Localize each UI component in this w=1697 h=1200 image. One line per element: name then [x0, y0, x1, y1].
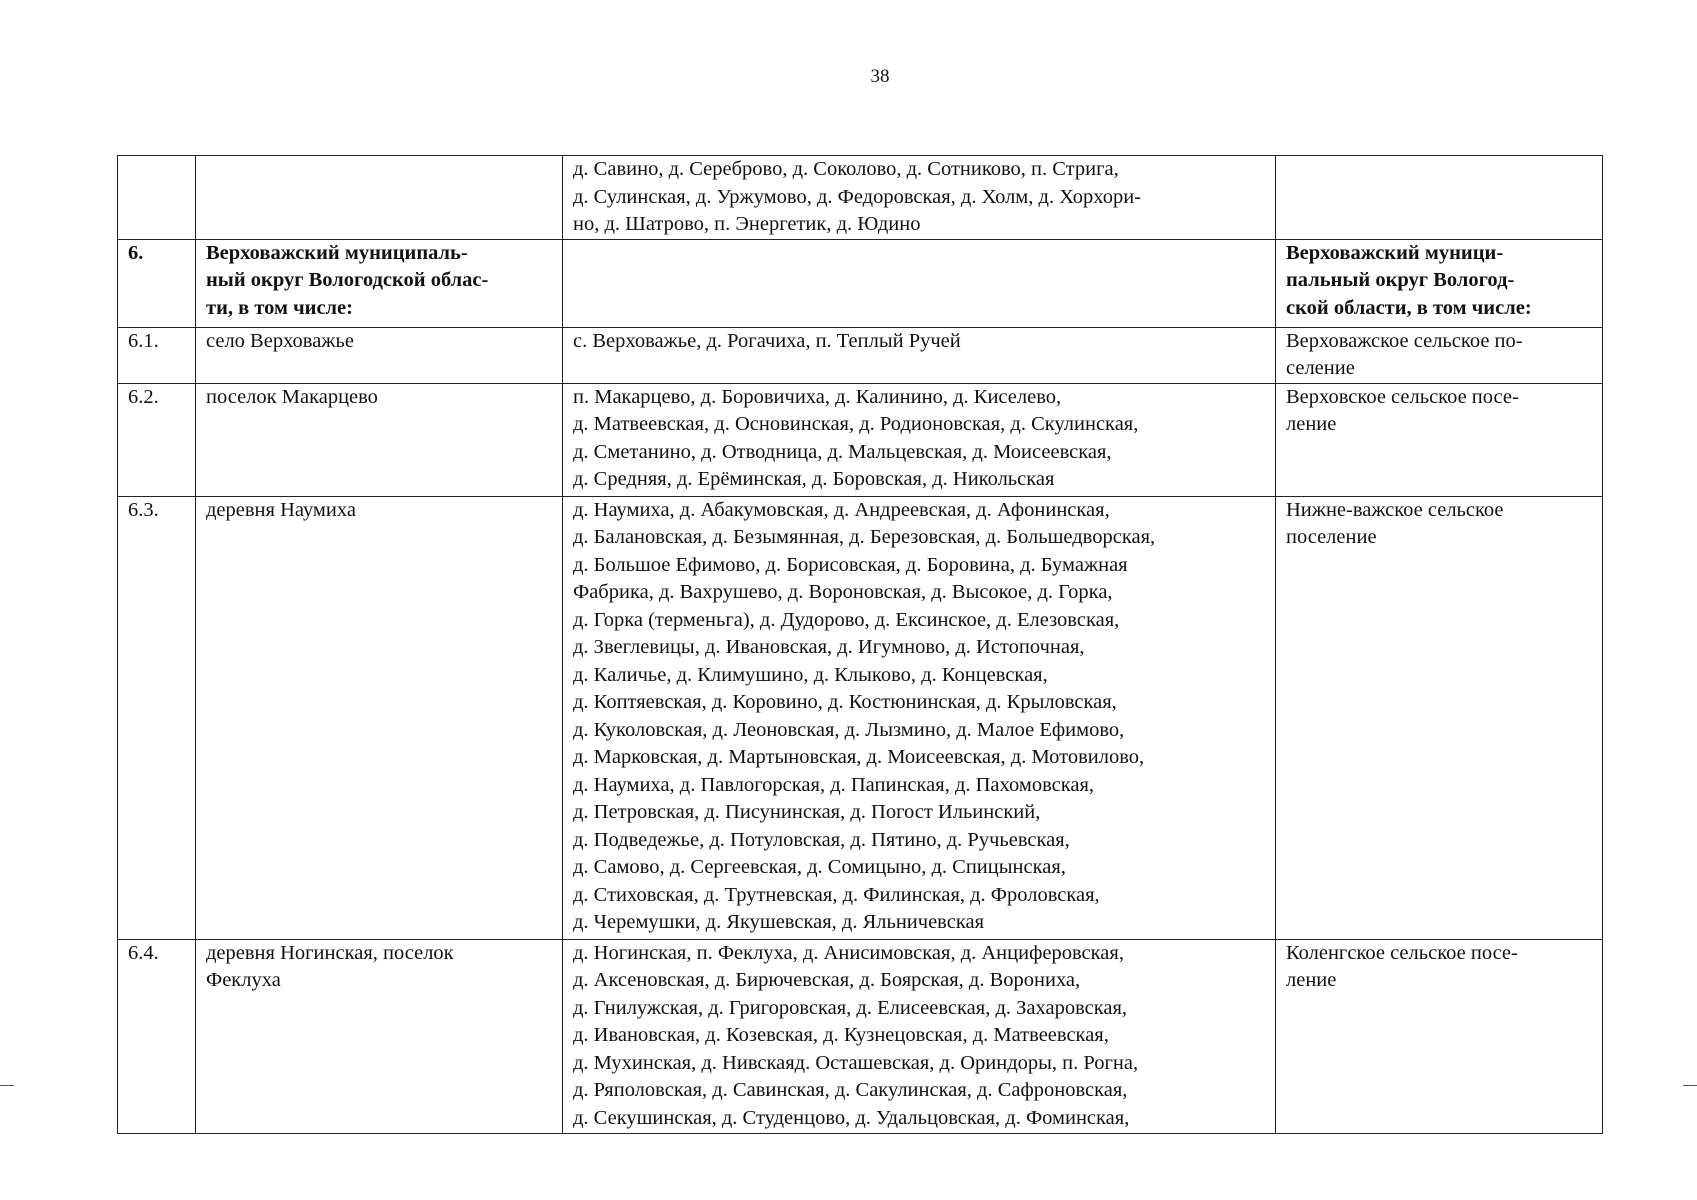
settlements-line: д. Коптяевская, д. Коровино, д. Костюнинская, д. Крыловская,	[573, 691, 1117, 713]
settlements-line: д. Матвеевская, д. Основинская, д. Родионовская, д. Скулинская,	[573, 413, 1139, 435]
table-row	[118, 496, 1603, 939]
municipality-name-line: ти, в том числе:	[206, 296, 353, 319]
settlements-table	[117, 155, 1603, 1134]
settlements-line: д. Секушинская, д. Студенцово, д. Удальцовская, д. Фоминская,	[573, 1106, 1130, 1129]
settlements-line: д. Мухинская, д. Нивскаяд. Осташевская, д. Ориндоры, п. Рогна,	[573, 1051, 1139, 1074]
table-row	[118, 383, 1603, 496]
settlements-line: д. Ногинская, п. Феклуха, д. Анисимовская, д. Анциферовская,	[573, 941, 1124, 964]
municipality-name-line: поселок Макарцево	[206, 385, 378, 408]
municipality-name-cell	[196, 156, 563, 240]
settlements-line: д. Стиховская, д. Трутневская, д. Филинская, д. Фроловская,	[573, 883, 1100, 906]
settlements-line: д. Балановская, д. Безымянная, д. Березовская, д. Большедворская,	[573, 526, 1156, 548]
former-settlement-line: Коленгское сельское посе-	[1286, 941, 1518, 964]
row-number-cell: 6.3.	[118, 496, 196, 939]
settlements-line: д. Каличье, д. Климушино, д. Клыково, д. Концевская,	[573, 663, 1048, 686]
settlements-line: д. Ивановская, д. Козевская, д. Кузнецовская, д. Матвеевская,	[573, 1024, 1109, 1046]
municipality-name-line: деревня Наумиха	[206, 498, 356, 521]
settlements-line: п. Макарцево, д. Боровичиха, д. Калинино, д. Киселево,	[573, 385, 1062, 408]
settlements-line: д. Гнилужская, д. Григоровская, д. Елисеевская, д. Захаровская,	[573, 996, 1128, 1019]
settlements-line: с. Верховажье, д. Рогачиха, п. Теплый Ручей	[573, 329, 961, 352]
municipality-name-line: деревня Ногинская, поселок	[206, 941, 454, 964]
settlements-line: д. Аксеновская, д. Бирючевская, д. Боярская, д. Ворониха,	[573, 969, 1081, 991]
settlements-cell	[563, 156, 1276, 240]
scan-artifact	[1683, 1085, 1697, 1086]
row-number-cell: 6.	[118, 239, 196, 327]
table-row	[118, 239, 1603, 327]
former-settlement-line: ление	[1286, 413, 1337, 435]
settlements-cell	[563, 327, 1276, 383]
row-number-cell: 6.2.	[118, 383, 196, 496]
settlements-line: д. Черемушки, д. Якушевская, д. Яльничевская	[573, 911, 985, 933]
settlements-cell	[563, 383, 1276, 496]
table-row	[118, 939, 1603, 1133]
settlements-line: д. Большое Ефимово, д. Борисовская, д. Боровина, д. Бумажная	[573, 553, 1128, 576]
settlements-line: Фабрика, д. Вахрушево, д. Вороновская, д. Высокое, д. Горка,	[573, 581, 1113, 603]
settlements-cell	[563, 239, 1276, 327]
settlements-line: д. Наумиха, д. Павлогорская, д. Папинская, д. Пахомовская,	[573, 773, 1095, 796]
settlements-line: д. Средняя, д. Ерёминская, д. Боровская, д. Никольская	[573, 468, 1055, 490]
municipality-name-line: село Верховажье	[206, 329, 354, 352]
settlements-line: д. Звеглевицы, д. Ивановская, д. Игумново, д. Истопочная,	[573, 636, 1085, 658]
settlements-line: д. Марковская, д. Мартыновская, д. Моисеевская, д. Мотовилово,	[573, 746, 1145, 768]
settlements-line: д. Ряполовская, д. Савинская, д. Сакулинская, д. Сафроновская,	[573, 1079, 1128, 1101]
municipality-name-cell	[196, 939, 563, 1133]
row-number-cell	[118, 156, 196, 240]
municipality-name-line: Феклуха	[206, 969, 281, 991]
former-settlement-line: Нижне-важское сельское	[1286, 498, 1504, 521]
former-settlement-line: Верховажский муници-	[1286, 241, 1504, 264]
municipality-name-cell	[196, 327, 563, 383]
former-settlement-line: Верховажское сельское по-	[1286, 329, 1523, 352]
settlements-line: д. Самово, д. Сергеевская, д. Сомицыно, д. Спицынская,	[573, 856, 1066, 878]
former-settlement-line: пальный округ Вологод-	[1286, 269, 1515, 291]
scan-artifact	[0, 1085, 14, 1086]
municipality-name-cell	[196, 496, 563, 939]
municipality-name-cell	[196, 239, 563, 327]
settlements-line: д. Петровская, д. Писунинская, д. Погост Ильинский,	[573, 801, 1041, 823]
settlements-line: д. Савино, д. Сереброво, д. Соколово, д. Сотниково, п. Стрига,	[573, 158, 1119, 180]
table-row	[118, 156, 1603, 240]
table-row	[118, 327, 1603, 383]
settlements-line: д. Куколовская, д. Леоновская, д. Лызмино, д. Малое Ефимово,	[573, 718, 1125, 741]
settlements-cell	[563, 939, 1276, 1133]
settlements-line: но, д. Шатрово, п. Энергетик, д. Юдино	[573, 213, 921, 235]
settlements-line: д. Сметанино, д. Отводница, д. Мальцевская, д. Моисеевская,	[573, 440, 1112, 463]
former-settlement-cell	[1276, 156, 1603, 240]
former-settlement-line: ление	[1286, 969, 1337, 991]
settlements-line: д. Горка (терменьга), д. Дудорово, д. Ексинское, д. Елезовская,	[573, 608, 1120, 631]
former-settlement-line: селение	[1286, 357, 1355, 379]
former-settlement-cell	[1276, 327, 1603, 383]
former-settlement-line: Верховское сельское посе-	[1286, 385, 1519, 408]
settlements-line: д. Подведежье, д. Потуловская, д. Пятино, д. Ручьевская,	[573, 828, 1070, 851]
page-number: 38	[870, 66, 890, 87]
former-settlement-cell	[1276, 939, 1603, 1133]
former-settlement-cell	[1276, 383, 1603, 496]
former-settlement-cell	[1276, 239, 1603, 327]
municipality-name-cell	[196, 383, 563, 496]
former-settlement-line: поселение	[1286, 526, 1377, 548]
row-number-cell: 6.4.	[118, 939, 196, 1133]
former-settlement-cell	[1276, 496, 1603, 939]
settlements-cell	[563, 496, 1276, 939]
settlements-line: д. Наумиха, д. Абакумовская, д. Андреевская, д. Афонинская,	[573, 498, 1110, 521]
settlements-line: д. Сулинская, д. Уржумово, д. Федоровская, д. Холм, д. Хорхори-	[573, 185, 1141, 208]
municipality-name-line: Верховажский муниципаль-	[206, 241, 468, 264]
former-settlement-line: ской области, в том числе:	[1286, 296, 1532, 319]
municipality-name-line: ный округ Вологодской облас-	[206, 269, 489, 291]
row-number-cell: 6.1.	[118, 327, 196, 383]
